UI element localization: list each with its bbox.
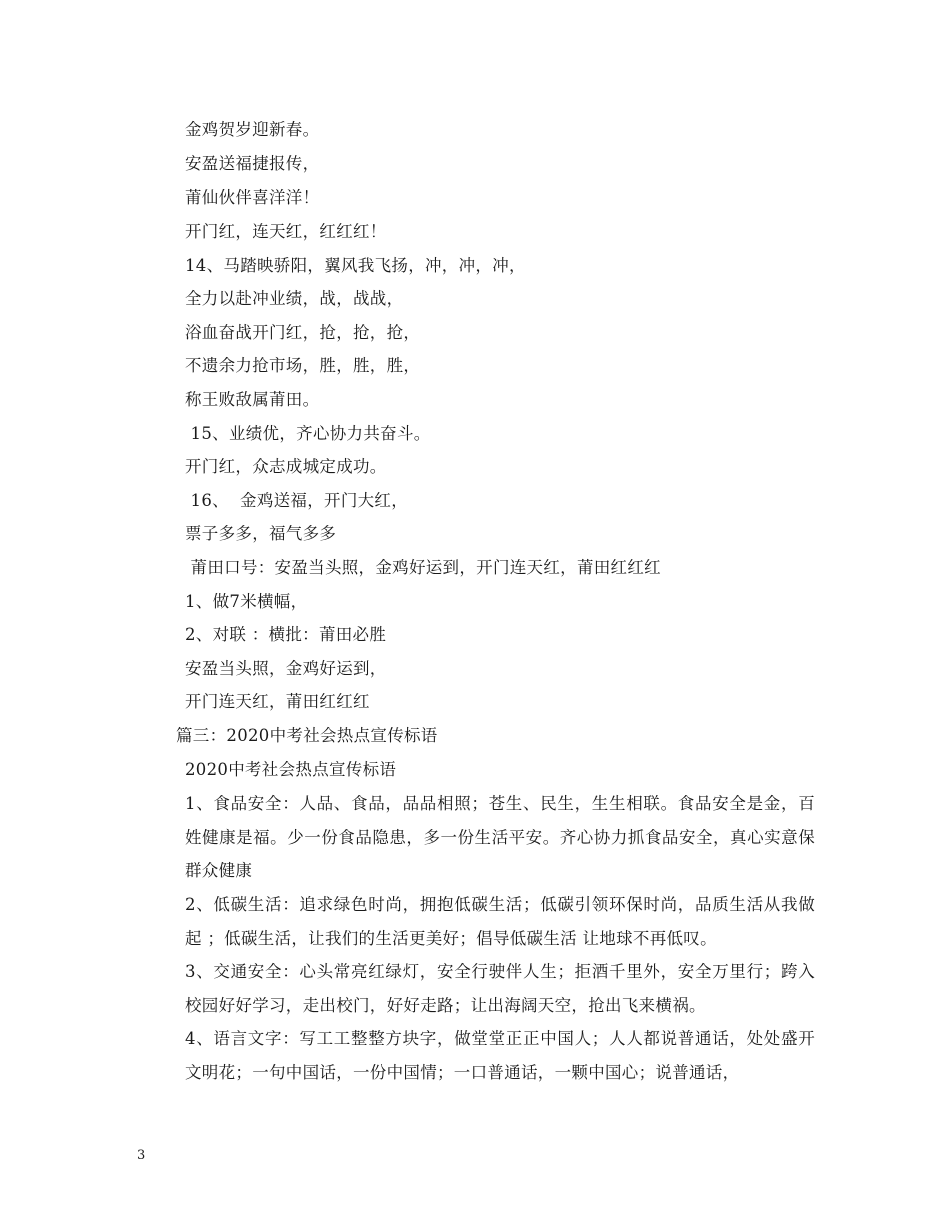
text-line-2: 安盈送福捷报传，: [185, 154, 320, 173]
paragraph-text: 1、食品安全：人品、食品，品品相照；苍生、民生，生生相联。食品安全是金，百姓健康是福。少一份食品隐患，多一份生活平安。齐心协力抓食品安全，真心实意保群众健康: [185, 794, 815, 880]
text-line-18: 开门连天红，莆田红红红: [185, 692, 370, 711]
text-line-5: 14、马踏映骄阳，翼风我飞扬，冲，冲，冲，: [185, 256, 526, 275]
text-line-16: 2、对联 ：横批：莆田必胜: [185, 625, 387, 644]
text-line-1: 金鸡贺岁迎新春。: [185, 120, 320, 139]
paragraph-text: 4、语言文字：写工工整整方块字，做堂堂正正中国人；人人都说普通话，处处盛开文明花；一句中国话，一份中国情；一口普通话，一颗中国心；说普通话，: [185, 1029, 815, 1082]
section-heading: 篇三：2020中考社会热点宣传标语: [176, 726, 438, 745]
text-line-6: 全力以赴冲业绩，战，战战，: [185, 289, 404, 308]
text-line-4: 开门红，连天红，红红红！: [185, 222, 387, 241]
paragraph-food-safety: [137, 787, 815, 888]
paragraph-text: 3、交通安全：心头常亮红绿灯，安全行驶伴人生；拒酒千里外，安全万里行；跨入校园好好学习，走出校门，好好走路；让出海阔天空，抢出飞来横祸。: [185, 962, 815, 1015]
paragraph-language: [137, 1022, 815, 1089]
paragraph-low-carbon: [137, 888, 815, 955]
text-line-14: 莆田口号：安盈当头照，金鸡好运到，开门连天红，莆田红红红: [185, 558, 661, 577]
text-line-9: 称王败敌属莆田。: [185, 390, 320, 409]
text-line-7: 浴血奋战开门红，抢，抢，抢，: [185, 323, 421, 342]
text-line-10: 15、业绩优，齐心协力共奋斗。: [185, 424, 431, 443]
section-subtitle: 2020中考社会热点宣传标语: [185, 760, 397, 779]
page-number: 3: [137, 1148, 146, 1163]
paragraph-traffic-safety: [137, 955, 815, 1022]
text-line-11: 开门红，众志成城定成功。: [185, 457, 387, 476]
text-line-13: 票子多多，福气多多: [185, 524, 337, 543]
text-line-17: 安盈当头照，金鸡好运到，: [185, 659, 387, 678]
text-line-15: 1、做7米横幅，: [185, 592, 308, 611]
paragraph-text: 2、低碳生活：追求绿色时尚，拥抱低碳生活；低碳引领环保时尚，品质生活从我做起 ；低碳生活，让我们的生活更美好；倡导低碳生活 让地球不再低叹。: [185, 895, 815, 948]
text-line-8: 不遗余力抢市场，胜，胜，胜，: [185, 356, 421, 375]
text-line-3: 莆仙伙伴喜洋洋！: [185, 188, 320, 207]
text-line-12: 16、 金鸡送福，开门大红，: [185, 491, 409, 510]
